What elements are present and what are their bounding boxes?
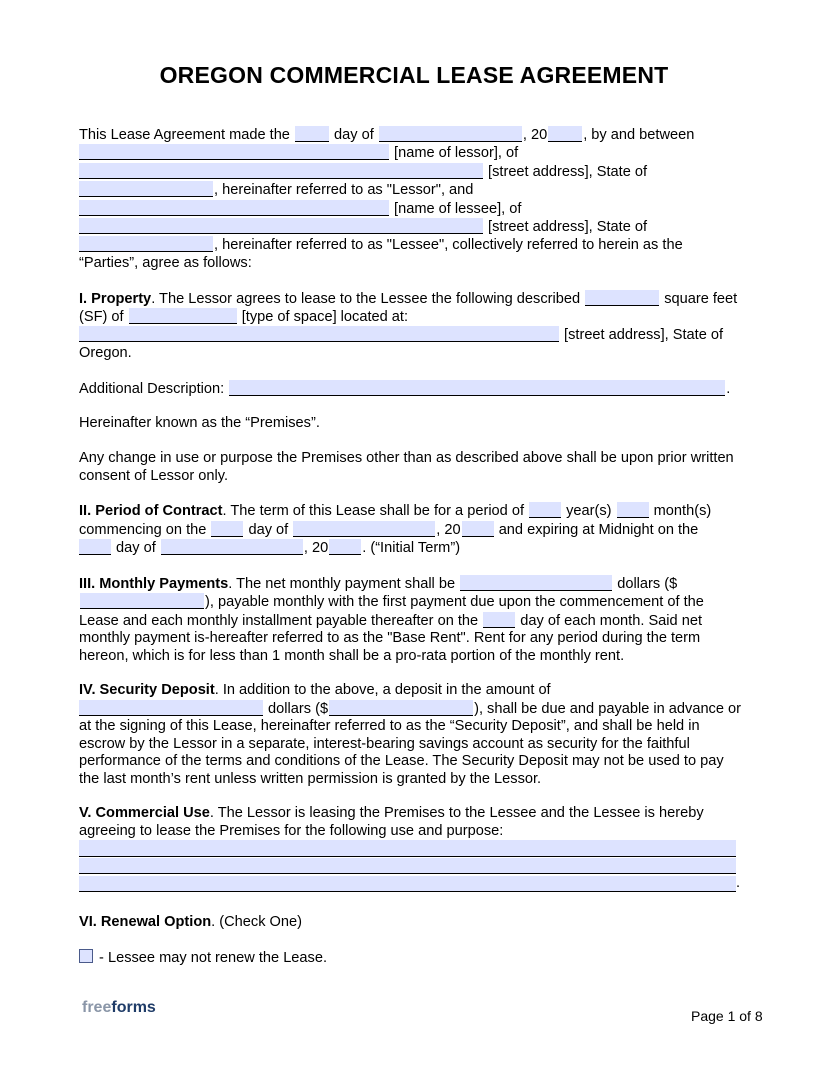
lessor-name-field[interactable] xyxy=(79,144,389,160)
section-heading: II. Period of Contract xyxy=(79,503,223,520)
lessor-address-field[interactable] xyxy=(79,163,483,179)
logo-free-text: free xyxy=(82,999,112,1016)
section-heading: V. Commercial Use xyxy=(79,805,210,822)
additional-description xyxy=(79,380,741,398)
start-year-field[interactable] xyxy=(462,521,494,537)
section-text: month(s) commencing on the xyxy=(79,503,712,538)
monthly-payment-amount-field[interactable] xyxy=(80,593,204,609)
document-title: OREGON COMMERCIAL LEASE AGREEMENT xyxy=(159,62,669,88)
intro-text: , 20 xyxy=(522,127,548,143)
intro-text: [street address], State of xyxy=(484,219,648,236)
deposit-words-field[interactable] xyxy=(79,700,263,716)
section-heading: IV. Security Deposit xyxy=(79,682,215,699)
section-text: , 20 xyxy=(436,521,461,538)
agreement-year-field[interactable] xyxy=(548,126,582,142)
intro-text: [street address], State of xyxy=(484,163,648,180)
section-text: dollars ($ xyxy=(613,576,678,593)
section-text: . In addition to the above, a deposit in the amount of xyxy=(214,682,551,699)
section-text: day of each month. Said net monthly payment is-hereafter referred to as the "Base Rent". Rent for any period during the term hereon, which is for less than 1 month shall be a pro-rata portion of the monthly rent. xyxy=(79,612,703,664)
section-text: [type of space] located at: xyxy=(237,309,409,326)
page-number: Page 1 of 8 xyxy=(691,1008,763,1024)
term-months-field[interactable] xyxy=(617,502,649,518)
agreement-month-field[interactable] xyxy=(379,126,522,142)
renewal-section xyxy=(79,914,741,931)
space-type-field[interactable] xyxy=(129,308,237,324)
property-section xyxy=(79,290,741,363)
section-text: day of xyxy=(112,540,160,557)
monthly-payment-words-field[interactable] xyxy=(460,575,612,591)
additional-description-field[interactable] xyxy=(229,380,725,396)
additional-description-label: Additional Description: xyxy=(79,380,229,397)
renewal-option-label: - Lessee may not renew the Lease. xyxy=(95,950,328,967)
intro-text: This Lease Agreement made the xyxy=(79,127,294,143)
intro-text: , by and between xyxy=(583,127,695,143)
intro-text: [name of lessor], of xyxy=(390,145,519,162)
section-text: . (Check One) xyxy=(211,914,303,931)
lessee-address-field[interactable] xyxy=(79,218,483,234)
lessor-state-field[interactable] xyxy=(79,181,213,197)
freeforms-logo xyxy=(82,999,156,1017)
logo-forms-text: forms xyxy=(111,999,156,1016)
renewal-option-no-renew xyxy=(79,949,741,967)
commercial-use-field-line-1[interactable] xyxy=(79,840,736,856)
section-text: day of xyxy=(244,521,293,538)
period-section xyxy=(79,502,741,557)
intro-text: , hereinafter referred to as "Lessor", and xyxy=(214,182,474,199)
section-text: . xyxy=(726,380,731,397)
section-heading: III. Monthly Payments xyxy=(79,576,229,593)
end-month-field[interactable] xyxy=(161,539,303,555)
section-text: . The net monthly payment shall be xyxy=(228,576,460,593)
section-text: , 20 xyxy=(303,540,329,557)
lessee-name-field[interactable] xyxy=(79,200,389,216)
section-text: year(s) xyxy=(562,503,616,520)
intro-paragraph xyxy=(79,126,741,272)
section-text: . The term of this Lease shall be for a period of xyxy=(222,503,529,520)
start-day-field[interactable] xyxy=(211,521,243,537)
deposit-amount-field[interactable] xyxy=(329,700,473,716)
section-text: ), payable monthly with the first payment due upon the commencement of the Lease and each monthly installment payable thereafter on the xyxy=(79,594,704,629)
section-text: square feet (SF) of xyxy=(79,290,738,326)
square-feet-field[interactable] xyxy=(585,290,659,306)
section-heading: VI. Renewal Option xyxy=(79,914,212,931)
agreement-day-field[interactable] xyxy=(295,126,329,142)
intro-text: day of xyxy=(329,127,378,143)
section-text: and expiring at Midnight on the xyxy=(494,521,699,538)
intro-text: , hereinafter referred to as "Lessee", collectively referred to herein as the “Parties”, agree as follows: xyxy=(79,237,683,271)
document-body xyxy=(79,126,741,985)
end-year-field[interactable] xyxy=(329,539,361,555)
section-text: . The Lessor is leasing the Premises to the Lessee and the Lessee is hereby agreeing to lease the Premises for the following use and purpose: xyxy=(79,805,704,839)
section-text: ), shall be due and payable in advance or at the signing of this Lease, hereinafter referred to as the “Security Deposit”, and shall be held in escrow by the Lessor in a separate, interest-bearing savings account as security for the faithful performance of the terms and conditions of the Lease. The Security Deposit may not be used to pay the last month’s rent unless written permission is granted by the Lessor. xyxy=(79,700,742,787)
payments-section xyxy=(79,575,741,665)
section-text: dollars ($ xyxy=(264,700,329,717)
intro-text: [name of lessee], of xyxy=(390,200,522,217)
commercial-use-section xyxy=(79,805,741,892)
section-text: [street address], State of Oregon. xyxy=(79,327,724,361)
no-renew-checkbox[interactable] xyxy=(79,949,93,963)
end-day-field[interactable] xyxy=(79,539,111,555)
section-text: . The Lessor agrees to lease to the Lessee the following described xyxy=(151,290,585,307)
payment-day-field[interactable] xyxy=(483,612,515,628)
commercial-use-field-line-3[interactable] xyxy=(79,876,736,892)
term-years-field[interactable] xyxy=(529,502,561,518)
section-text: . xyxy=(736,874,741,891)
section-heading: I. Property xyxy=(79,290,152,307)
change-of-use-paragraph: Any change in use or purpose the Premises other than as described above shall be upon prior written consent of Lessor only. xyxy=(79,450,734,484)
commercial-use-field-line-2[interactable] xyxy=(79,858,736,874)
section-text: . (“Initial Term”) xyxy=(362,540,461,557)
lessee-state-field[interactable] xyxy=(79,236,213,252)
start-month-field[interactable] xyxy=(293,521,435,537)
deposit-section xyxy=(79,682,741,787)
property-address-field[interactable] xyxy=(79,326,559,342)
premises-paragraph: Hereinafter known as the “Premises”. xyxy=(79,415,320,432)
